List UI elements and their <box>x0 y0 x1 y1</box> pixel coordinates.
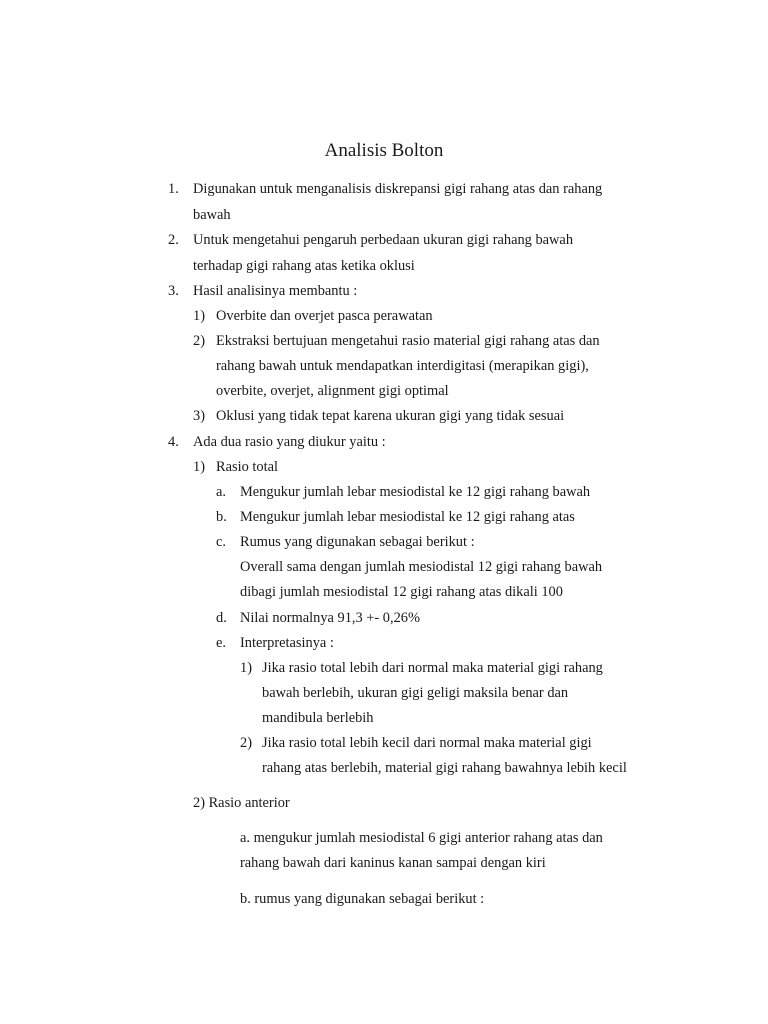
point-marker: d. <box>216 610 227 626</box>
list-item-line: Ada dua rasio yang diukur yaitu : <box>193 434 386 450</box>
list-item-line: Digunakan untuk menganalisis diskrepansi gigi rahang atas dan rahang <box>193 181 603 197</box>
list-item-line: terhadap gigi rahang atas ketika oklusi <box>193 258 415 274</box>
sublist-marker: 1) <box>193 459 205 475</box>
point-line: Mengukur jumlah lebar mesiodistal ke 12 gigi rahang atas <box>240 509 575 525</box>
sublist-marker: 3) <box>193 408 205 424</box>
subpoint-line: bawah berlebih, ukuran gigi geligi maksila benar dan <box>262 685 569 701</box>
point-marker: e. <box>216 635 226 651</box>
list-marker: 2. <box>168 232 179 248</box>
list-marker: 3. <box>168 283 179 299</box>
subpoint-line: Jika rasio total lebih kecil dari normal maka material gigi <box>262 735 592 751</box>
list-marker: 4. <box>168 434 179 450</box>
paragraph-line: rahang bawah dari kaninus kanan sampai dengan kiri <box>240 855 546 871</box>
point-line: Nilai normalnya 91,3 +- 0,26% <box>240 610 420 626</box>
subpoint-line: Jika rasio total lebih dari normal maka material gigi rahang <box>262 660 603 676</box>
subpoint-line: rahang atas berlebih, material gigi rahang bawahnya lebih kecil <box>262 760 627 776</box>
point-line: Mengukur jumlah lebar mesiodistal ke 12 gigi rahang bawah <box>240 484 591 500</box>
sublist-marker: 2) <box>193 333 205 349</box>
subpoint-line: mandibula berlebih <box>262 710 374 726</box>
paragraph-line: b. rumus yang digunakan sebagai berikut : <box>240 891 485 907</box>
point-marker: a. <box>216 484 226 500</box>
list-item-line: Hasil analisinya membantu : <box>193 283 358 299</box>
point-marker: c. <box>216 534 226 550</box>
point-marker: b. <box>216 509 227 525</box>
list-item-line: bawah <box>193 207 231 223</box>
subpoint-marker: 2) <box>240 735 252 751</box>
list-marker: 1. <box>168 181 179 197</box>
subpoint-marker: 1) <box>240 660 252 676</box>
sublist-item-line: Rasio total <box>216 459 278 475</box>
paragraph-line: a. mengukur jumlah mesiodistal 6 gigi anterior rahang atas dan <box>240 830 603 846</box>
point-line: Overall sama dengan jumlah mesiodistal 12 gigi rahang bawah <box>240 559 603 575</box>
sublist-marker: 1) <box>193 308 205 324</box>
sublist-item-line: Overbite dan overjet pasca perawatan <box>216 308 433 324</box>
sublist-heading: 2) Rasio anterior <box>193 795 290 811</box>
sublist-item-line: Ekstraksi bertujuan mengetahui rasio material gigi rahang atas dan <box>216 333 600 349</box>
sublist-item-line: Oklusi yang tidak tepat karena ukuran gigi yang tidak sesuai <box>216 408 565 424</box>
document-title: Analisis Bolton <box>324 140 444 161</box>
point-line: Rumus yang digunakan sebagai berikut : <box>240 534 475 550</box>
sublist-item-line: overbite, overjet, alignment gigi optimal <box>216 383 449 399</box>
point-line: dibagi jumlah mesiodistal 12 gigi rahang atas dikali 100 <box>240 584 563 600</box>
sublist-item-line: rahang bawah untuk mendapatkan interdigitasi (merapikan gigi), <box>216 358 589 374</box>
list-item-line: Untuk mengetahui pengaruh perbedaan ukuran gigi rahang bawah <box>193 232 574 248</box>
point-line: Interpretasinya : <box>240 635 334 651</box>
